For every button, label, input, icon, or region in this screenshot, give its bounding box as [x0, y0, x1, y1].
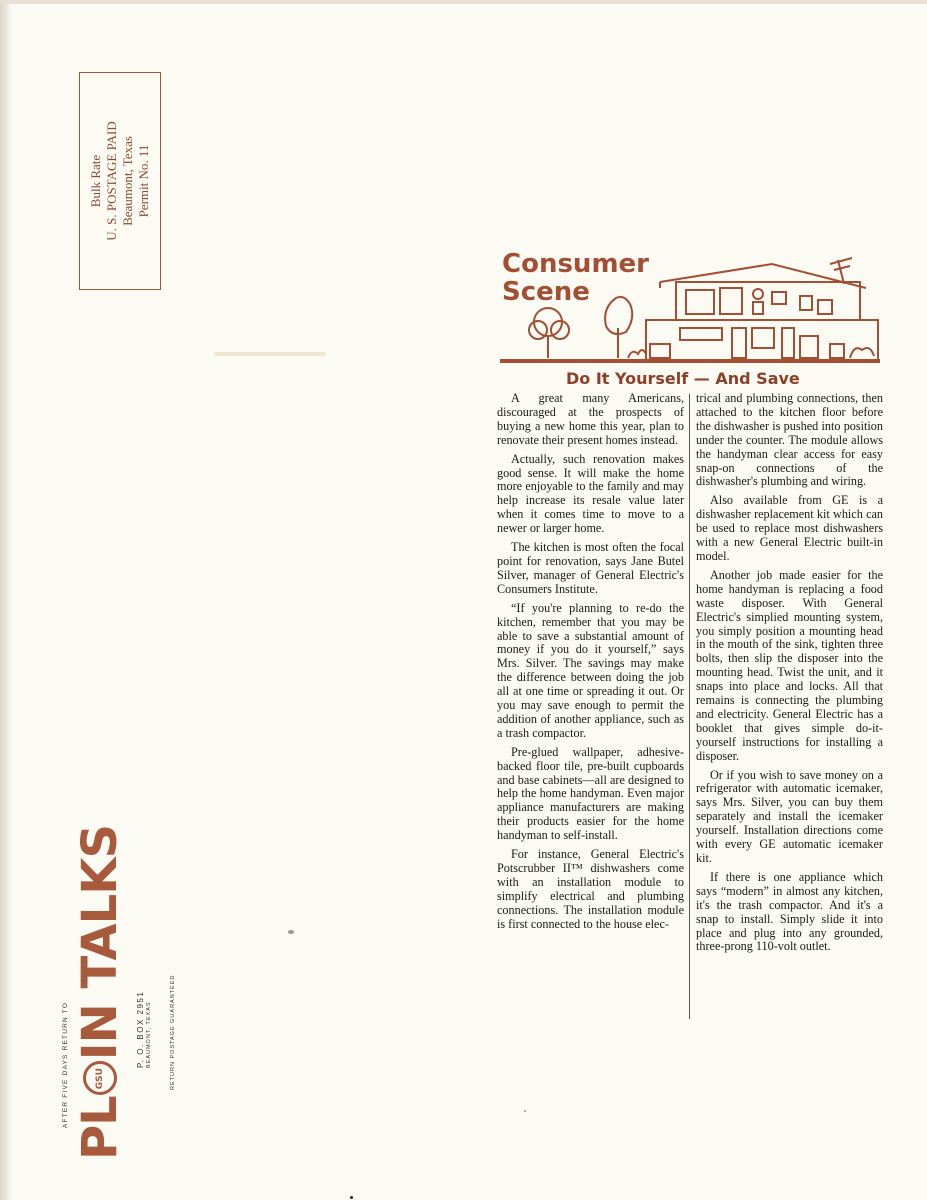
logo-text-in-talks: IN TALKS	[72, 824, 128, 1061]
after-five-days-notice: AFTER FIVE DAYS RETURN TO	[62, 1001, 69, 1128]
article-paragraph: Another job made easier for the home handyman is replacing a food waste disposer. With General Electric's simplied mounting system, you simply position a mounting head in the mouth of the sink, tighten three bolts, then slip the disposer into the mounting head. Twist the unit, and it snaps into place and locks. All that remains is connecting the plumbing and electricity. General Electric has a booklet that gives simple do-it-yourself instructions for installing a disposer.	[696, 567, 883, 763]
logo-text-pl: PL	[72, 1096, 128, 1160]
permit-line-city: Beaumont, Texas	[120, 136, 135, 226]
article-headline: Do It Yourself — And Save	[566, 369, 800, 388]
page-top-edge	[0, 0, 927, 4]
article-paragraph: For instance, General Electric's Potscrubber II™ dishwashers come with an installation module to simplify electrical and plumbing connections. The installation module is first connected to the house elec-	[497, 847, 684, 931]
article-paragraph: If there is one appliance which says “modern” in almost any kitchen, it's the trash compactor. And it's a snap to install. Simply slide it into place and plug into any grounded, three-prong 110-volt outlet.	[696, 869, 883, 954]
po-box: P. O. BOX 2951	[136, 990, 145, 1068]
article-column-right	[696, 392, 883, 959]
article-paragraph: trical and plumbing connections, then attached to the kitchen floor before the dishwasher is pushed into position under the counter. The module allows the handyman clear access for easy snap-on connections of the dishwasher's plumbing and wiring.	[696, 391, 883, 489]
page-edge	[0, 0, 12, 1200]
paper-smudge	[214, 352, 326, 356]
po-city: BEAUMONT, TEXAS	[146, 1001, 152, 1068]
section-title-line2: Scene	[502, 277, 590, 307]
section-title	[502, 250, 649, 306]
paper-speck	[288, 930, 294, 934]
article-paragraph: Actually, such renovation makes good sense. It will make the home more enjoyable to the family and may help increase its resale value later when it comes time to move to a newer or larger home.	[497, 451, 684, 536]
column-divider	[689, 394, 690, 1019]
permit-line-bulk-rate: Bulk Rate	[88, 154, 103, 208]
gsu-logo-icon	[83, 1061, 117, 1095]
paper-speck	[524, 1110, 526, 1112]
permit-line-postage-paid: U. S. POSTAGE PAID	[104, 121, 119, 241]
paper-speck	[350, 1196, 353, 1199]
article-paragraph: “If you're planning to re-do the kitchen, remember that you may be able to save a substantial amount of money if you do it yourself,” says Mrs. Silver. The savings may make the difference between doing the job all at one time or spreading it out. Or you may save enough to permit the addition of another appliance, such as a trash compactor.	[497, 600, 684, 740]
return-address-block	[60, 770, 180, 1190]
article-paragraph: A great many Americans, discouraged at the prospects of buying a new home this year, plan to renovate their present homes instead.	[497, 391, 684, 447]
permit-line-number: Permit No. 11	[136, 144, 151, 218]
return-postage-guaranteed: RETURN POSTAGE GUARANTEED	[170, 974, 176, 1090]
consumer-scene-header	[500, 248, 880, 366]
article-column-left	[497, 392, 684, 937]
article-paragraph: The kitchen is most often the focal point for renovation, says Jane Butel Silver, manager of General Electric's Consumers Institute.	[497, 540, 684, 596]
article-paragraph: Also available from GE is a dishwasher replacement kit which can be used to replace most dishwashers with a new General Electric built-in model.	[696, 493, 883, 563]
plain-talks-logo	[72, 825, 128, 1160]
postage-permit-text	[85, 76, 155, 286]
article-paragraph: Pre-glued wallpaper, adhesive-backed floor tile, pre-built cupboards and base cabinets—all are designed to help the home handyman. Even major appliance manufacturers are making their products easier for the home handyman to self-install.	[497, 744, 684, 843]
article-paragraph: Or if you wish to save money on a refrigerator with automatic icemaker, says Mrs. Silver, you can buy them separately and install the icemaker yourself. Installation directions come with every GE automatic icemaker kit.	[696, 767, 883, 865]
section-title-line1: Consumer	[502, 249, 649, 279]
postage-permit-box	[79, 72, 161, 290]
